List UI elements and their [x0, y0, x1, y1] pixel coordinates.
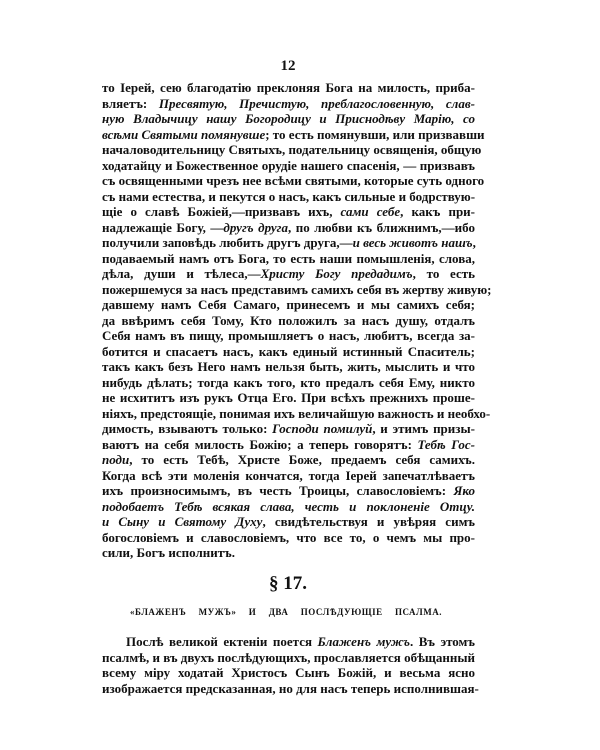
text-line — [102, 405, 491, 422]
text-line — [102, 680, 479, 697]
text-line — [102, 220, 475, 236]
text-segment: димость, взываютъ только: — [102, 421, 273, 436]
text-segment: ; то есть помянувши, или призвавши — [265, 126, 485, 142]
italic-text: ную Владычицу нашу Богородицу и Приснодѣву Марію, со — [102, 111, 475, 126]
text-line — [102, 545, 475, 561]
section-subtitle: «БЛАЖЕНЪ МУЖЪ» И ДВА ПОСЛѢДУЮЩІЕ ПСАЛМА. — [130, 607, 442, 617]
text-segment: надлежащіе Богу, — — [102, 219, 224, 235]
text-line — [102, 483, 475, 499]
text-line — [102, 126, 485, 143]
text-line — [102, 281, 492, 298]
text-line — [102, 189, 475, 205]
text-line — [102, 390, 475, 406]
text-segment: давшему намъ Себя Самаго, принесемъ и мы самихъ себя; — [102, 297, 475, 312]
text-segment: съ освященными чрезъ нее всѣми святыми, которые суть одного — [102, 173, 485, 188]
text-segment: сили, Богъ исполнитъ. — [102, 545, 235, 560]
italic-text: другъ друга — [223, 219, 288, 235]
italic-text: поди — [102, 452, 130, 467]
text-segment: псалмѣ, и въ двухъ послѣдующихъ, прославляется обѣщанный — [102, 649, 475, 665]
text-segment: , — [472, 235, 476, 250]
text-line — [102, 665, 475, 681]
italic-text: Пресвятую, Пречистую, преблагословенную, слав- — [158, 95, 475, 111]
text-segment: началоводительницу Святыхъ, подательницу освященія, общую — [102, 142, 482, 157]
text-line — [102, 468, 475, 484]
text-segment: ботится и спасаетъ насъ, какъ единый истинный Спаситель; — [102, 343, 475, 359]
text-line — [102, 452, 475, 468]
text-line — [102, 80, 475, 96]
text-segment: , и этимъ призы- — [372, 421, 475, 436]
text-segment: , то есть — [412, 266, 475, 281]
paragraph-2 — [102, 634, 479, 696]
text-segment: , свидѣтельствуя и увѣряя симъ — [262, 514, 475, 529]
italic-text: всѣми Святыми помянувше — [102, 126, 266, 142]
text-segment: дѣла, души и тѣлеса,— — [102, 266, 261, 281]
text-line — [102, 96, 475, 112]
section-heading: § 17. — [269, 573, 307, 594]
text-segment: щіе о славѣ Божіей,—призвавъ ихъ, — [102, 204, 341, 219]
text-line — [102, 328, 475, 344]
text-segment: вляетъ: — [102, 95, 159, 111]
italic-text: Блаженъ мужъ — [317, 634, 410, 649]
text-segment: , то есть Тебѣ, Христе Боже, предаемъ себя самихъ. — [129, 452, 475, 467]
text-line — [102, 204, 475, 220]
text-segment: всему міру ходатай Христосъ Сынъ Божій, и весьма ясно — [102, 665, 475, 680]
text-line — [102, 235, 475, 251]
text-line — [102, 437, 475, 453]
text-line — [102, 634, 475, 650]
text-line — [102, 421, 475, 437]
paragraph-1 — [102, 80, 492, 561]
text-line — [102, 514, 475, 530]
italic-text: сами себе — [340, 204, 401, 219]
text-line — [102, 297, 475, 313]
text-segment: Себя намъ въ пищу, промышляетъ о насъ, любитъ, всегда за- — [102, 328, 475, 343]
text-segment: такъ какъ безъ Него намъ нельзя быть, жить, мыслить и что — [102, 359, 475, 374]
text-segment: то Іерей, сею благодатію преклоняя Бога на милость, приба- — [102, 80, 475, 95]
text-segment: подаваемый намъ отъ Бога, то есть наши помышленія, слова, — [102, 250, 475, 266]
italic-text: и Сыну и Святому Духу — [102, 514, 263, 529]
text-segment: , какъ при- — [400, 204, 475, 219]
text-line — [102, 111, 475, 127]
text-segment: изображается предсказанная, но для насъ теперь исполнившая- — [102, 680, 479, 696]
text-line — [102, 158, 475, 174]
text-segment: нибудь дѣлать; тогда какъ того, кто предалъ себя Ему, никто — [102, 374, 475, 390]
text-segment: Когда всѣ эти моленія кончатся, тогда Іерей запечатлѣваетъ — [102, 467, 475, 483]
italic-text: Господи помилуй — [272, 421, 373, 436]
text-line — [102, 530, 475, 546]
text-line — [102, 359, 475, 375]
text-line — [102, 499, 475, 515]
italic-text: и весь животъ нашъ — [352, 235, 473, 250]
text-line — [102, 173, 485, 189]
text-segment: ніяхъ, предстоящіе, понимая ихъ величайшую важность и необхо- — [102, 405, 491, 421]
text-line — [102, 375, 475, 391]
text-segment: богословіемъ и славословіемъ, что все то, о чемъ мы про- — [102, 529, 475, 545]
italic-text: Тебѣ Гос- — [417, 436, 475, 452]
italic-text: Яко — [453, 483, 475, 498]
text-segment: ваютъ на себя милость Божію; а теперь говорятъ: — [102, 436, 418, 452]
text-line — [102, 313, 475, 329]
text-segment: получили заповѣдь любить другъ друга,— — [102, 235, 353, 250]
text-line — [102, 142, 482, 158]
italic-text: Христу Богу предадимъ — [260, 266, 413, 281]
text-line — [102, 251, 475, 267]
italic-text: подобаетъ Тебѣ всякая слава, честь и поклоненіе Отцу. — [102, 498, 475, 514]
text-segment: ихъ произносимымъ, въ честь Троицы, славословіемъ: — [102, 483, 454, 498]
text-segment: да ввѣримъ себя Тому, Кто положилъ за насъ душу, отдалъ — [102, 312, 475, 328]
text-line — [102, 344, 475, 360]
text-segment: съ нами естества, и пекутся о насъ, какъ сильные и бодрствую- — [102, 188, 476, 204]
text-line — [102, 650, 475, 666]
text-segment: ходатайцу и Божественное орудіе нашего спасенія, — призвавъ — [102, 157, 475, 173]
page-number: 12 — [280, 58, 296, 74]
text-line — [102, 266, 475, 282]
text-segment: Послѣ великой ектеніи поется — [126, 634, 318, 649]
text-segment: , по любви къ ближнимъ,—ибо — [287, 219, 475, 235]
text-segment: . Въ этомъ — [409, 634, 475, 649]
text-segment: пожершемуся за насъ представимъ самихъ себя въ жертву живую; — [102, 281, 492, 297]
text-segment: не исхититъ изъ рукъ Отца Его. При всѣхъ прежнихъ проше- — [102, 390, 475, 405]
